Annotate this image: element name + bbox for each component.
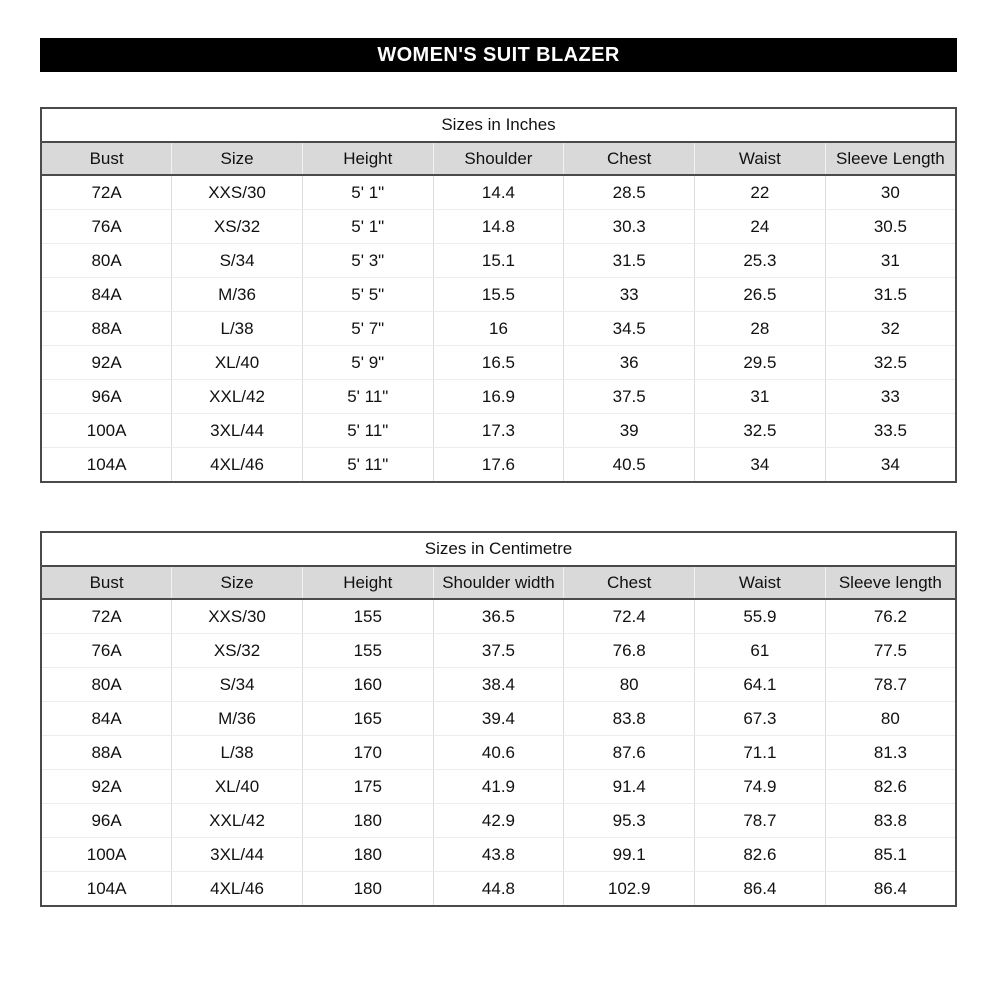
table-cell: 180 bbox=[302, 804, 433, 838]
table-cell: 72A bbox=[41, 175, 172, 210]
table-row bbox=[41, 448, 956, 483]
table-cell: 100A bbox=[41, 414, 172, 448]
column-header: Shoulder bbox=[433, 142, 564, 175]
table-cell: 25.3 bbox=[695, 244, 826, 278]
table-cell: 91.4 bbox=[564, 770, 695, 804]
table-cell: 155 bbox=[302, 634, 433, 668]
table-cell: 92A bbox=[41, 346, 172, 380]
table-cell: 5' 7" bbox=[302, 312, 433, 346]
table-cell: 102.9 bbox=[564, 872, 695, 907]
table-row bbox=[41, 599, 956, 634]
table-cell: 36 bbox=[564, 346, 695, 380]
table-cell: 36.5 bbox=[433, 599, 564, 634]
table-header-row bbox=[41, 566, 956, 599]
table-cell: 16.9 bbox=[433, 380, 564, 414]
product-title-banner bbox=[40, 38, 957, 72]
table-cell: 170 bbox=[302, 736, 433, 770]
table-cell: 87.6 bbox=[564, 736, 695, 770]
table-row bbox=[41, 312, 956, 346]
table-cell: XL/40 bbox=[172, 346, 303, 380]
table-cell: 31 bbox=[825, 244, 956, 278]
table-cell: 100A bbox=[41, 838, 172, 872]
table-title: Sizes in Inches bbox=[41, 108, 956, 142]
table-cell: 5' 1" bbox=[302, 210, 433, 244]
table-cell: 5' 3" bbox=[302, 244, 433, 278]
table-cell: 92A bbox=[41, 770, 172, 804]
table-cell: 76A bbox=[41, 634, 172, 668]
table-row bbox=[41, 210, 956, 244]
table-row bbox=[41, 175, 956, 210]
table-row bbox=[41, 736, 956, 770]
table-cell: 155 bbox=[302, 599, 433, 634]
table-cell: 76.2 bbox=[825, 599, 956, 634]
table-cell: 5' 11" bbox=[302, 448, 433, 483]
table-cell: 37.5 bbox=[564, 380, 695, 414]
table-cell: 34 bbox=[880, 454, 900, 474]
table-row bbox=[41, 804, 956, 838]
table-cell: 76.8 bbox=[564, 634, 695, 668]
table-cell: 29.5 bbox=[695, 346, 826, 380]
table-cell: 5' 5" bbox=[302, 278, 433, 312]
table-cell: 55.9 bbox=[695, 599, 826, 634]
table-cell: 86.4 bbox=[695, 872, 826, 907]
table-cell: 5' 1" bbox=[302, 175, 433, 210]
table-cell: 160 bbox=[302, 668, 433, 702]
column-header: Waist bbox=[695, 142, 826, 175]
table-cell: 28.5 bbox=[564, 175, 695, 210]
table-cell: 3XL/44 bbox=[172, 414, 303, 448]
table-cell: 82.6 bbox=[695, 838, 826, 872]
table-row bbox=[41, 872, 956, 907]
table-row bbox=[41, 668, 956, 702]
table-cell: 78.7 bbox=[695, 804, 826, 838]
table-cell: 44.8 bbox=[433, 872, 564, 907]
table-cell: 5' 11" bbox=[302, 414, 433, 448]
table-cell: XXS/30 bbox=[172, 599, 303, 634]
table-cell: XS/32 bbox=[172, 210, 303, 244]
table-cell: 34.5 bbox=[564, 312, 695, 346]
table-title: Sizes in Centimetre bbox=[41, 532, 956, 566]
table-cell: XL/40 bbox=[172, 770, 303, 804]
table-cell: 74.9 bbox=[695, 770, 826, 804]
table-cell: 82.6 bbox=[825, 770, 956, 804]
column-header: Chest bbox=[564, 142, 695, 175]
table-cell: 14.4 bbox=[433, 175, 564, 210]
sizes-in-centimetre-table bbox=[40, 531, 957, 907]
column-header: Height bbox=[302, 142, 433, 175]
table-cell: 40.6 bbox=[433, 736, 564, 770]
table-cell: 32 bbox=[825, 312, 956, 346]
table-cell: XS/32 bbox=[172, 634, 303, 668]
table-cell: 104A bbox=[41, 448, 172, 483]
table-cell: 71.1 bbox=[695, 736, 826, 770]
table-cell: 15.1 bbox=[433, 244, 564, 278]
table-row bbox=[41, 702, 956, 736]
table-cell: 96A bbox=[41, 804, 172, 838]
table-cell: 88A bbox=[41, 736, 172, 770]
table-cell: 64.1 bbox=[695, 668, 826, 702]
table-cell: M/36 bbox=[172, 278, 303, 312]
table-cell: 41.9 bbox=[433, 770, 564, 804]
table-cell: 38.4 bbox=[433, 668, 564, 702]
table-row bbox=[41, 380, 956, 414]
sizes-in-inches-table bbox=[40, 107, 957, 483]
table-cell: L/38 bbox=[172, 736, 303, 770]
table-cell: XXS/30 bbox=[172, 175, 303, 210]
table-cell: 165 bbox=[302, 702, 433, 736]
table-cell: 180 bbox=[302, 838, 433, 872]
table-cell: 80 bbox=[564, 668, 695, 702]
product-title: WOMEN'S SUIT BLAZER bbox=[377, 43, 620, 66]
table-cell: 43.8 bbox=[433, 838, 564, 872]
column-header: Sleeve Length bbox=[825, 142, 956, 175]
table-cell: 99.1 bbox=[564, 838, 695, 872]
table-cell: 95.3 bbox=[564, 804, 695, 838]
column-header: Bust bbox=[41, 566, 172, 599]
table-cell: 39 bbox=[564, 414, 695, 448]
column-header: Chest bbox=[564, 566, 695, 599]
table-cell: 84A bbox=[41, 278, 172, 312]
table-cell: XXL/42 bbox=[172, 380, 303, 414]
table-cell: 180 bbox=[302, 872, 433, 907]
table-cell: 4XL/46 bbox=[172, 448, 303, 483]
table-cell: 30 bbox=[825, 175, 956, 210]
table-cell: 80 bbox=[825, 702, 956, 736]
table-cell: 175 bbox=[302, 770, 433, 804]
table-cell: 28 bbox=[695, 312, 826, 346]
table-cell: 40.5 bbox=[564, 448, 695, 483]
column-header: Sleeve length bbox=[825, 566, 956, 599]
table-cell: 32.5 bbox=[825, 346, 956, 380]
table-row bbox=[41, 278, 956, 312]
table-cell: 86.4 bbox=[873, 878, 907, 898]
table-cell: M/36 bbox=[172, 702, 303, 736]
table-cell: 83.8 bbox=[564, 702, 695, 736]
table-cell: 33.5 bbox=[825, 414, 956, 448]
table-cell: 30.3 bbox=[564, 210, 695, 244]
column-header: Size bbox=[172, 142, 303, 175]
table-cell: 33 bbox=[825, 380, 956, 414]
column-header: Bust bbox=[41, 142, 172, 175]
table-cell: 32.5 bbox=[695, 414, 826, 448]
table-cell: 76A bbox=[41, 210, 172, 244]
table-cell: 72.4 bbox=[564, 599, 695, 634]
table-cell: 16 bbox=[433, 312, 564, 346]
table-cell: S/34 bbox=[172, 244, 303, 278]
column-header: Height bbox=[302, 566, 433, 599]
table-cell: 104A bbox=[41, 872, 172, 907]
table-cell: 31.5 bbox=[825, 278, 956, 312]
table-cell: 26.5 bbox=[695, 278, 826, 312]
table-cell: 24 bbox=[695, 210, 826, 244]
table-cell: 34 bbox=[695, 448, 826, 483]
table-row bbox=[41, 634, 956, 668]
table-cell: 85.1 bbox=[825, 838, 956, 872]
table-cell: 61 bbox=[695, 634, 826, 668]
column-header: Shoulder width bbox=[433, 566, 564, 599]
table-row bbox=[41, 244, 956, 278]
table-cell: 72A bbox=[41, 599, 172, 634]
table-header-row bbox=[41, 142, 956, 175]
table-row bbox=[41, 770, 956, 804]
table-cell: 88A bbox=[41, 312, 172, 346]
table-cell: 16.5 bbox=[433, 346, 564, 380]
table-cell: 37.5 bbox=[433, 634, 564, 668]
table-cell: 5' 11" bbox=[302, 380, 433, 414]
table-cell: 15.5 bbox=[433, 278, 564, 312]
table-cell: 4XL/46 bbox=[172, 872, 303, 907]
table-cell: 39.4 bbox=[433, 702, 564, 736]
table-cell: S/34 bbox=[172, 668, 303, 702]
table-cell: 84A bbox=[41, 702, 172, 736]
table-cell: 14.8 bbox=[433, 210, 564, 244]
table-cell: 3XL/44 bbox=[172, 838, 303, 872]
column-header: Size bbox=[172, 566, 303, 599]
table-cell: 31.5 bbox=[564, 244, 695, 278]
table-cell: 78.7 bbox=[825, 668, 956, 702]
table-cell: 5' 9" bbox=[302, 346, 433, 380]
table-cell: 17.6 bbox=[433, 448, 564, 483]
table-cell: 31 bbox=[695, 380, 826, 414]
table-row bbox=[41, 346, 956, 380]
table-cell: 77.5 bbox=[825, 634, 956, 668]
table-row bbox=[41, 838, 956, 872]
table-cell: 22 bbox=[695, 175, 826, 210]
table-row bbox=[41, 414, 956, 448]
table-cell: 30.5 bbox=[825, 210, 956, 244]
table-cell: 96A bbox=[41, 380, 172, 414]
table-cell: 80A bbox=[41, 244, 172, 278]
table-cell: 80A bbox=[41, 668, 172, 702]
table-cell: L/38 bbox=[172, 312, 303, 346]
column-header: Waist bbox=[695, 566, 826, 599]
table-cell: 81.3 bbox=[825, 736, 956, 770]
table-cell: 42.9 bbox=[433, 804, 564, 838]
table-cell: 33 bbox=[564, 278, 695, 312]
table-cell: 17.3 bbox=[433, 414, 564, 448]
table-cell: 67.3 bbox=[695, 702, 826, 736]
table-cell: 83.8 bbox=[825, 804, 956, 838]
table-cell: XXL/42 bbox=[172, 804, 303, 838]
